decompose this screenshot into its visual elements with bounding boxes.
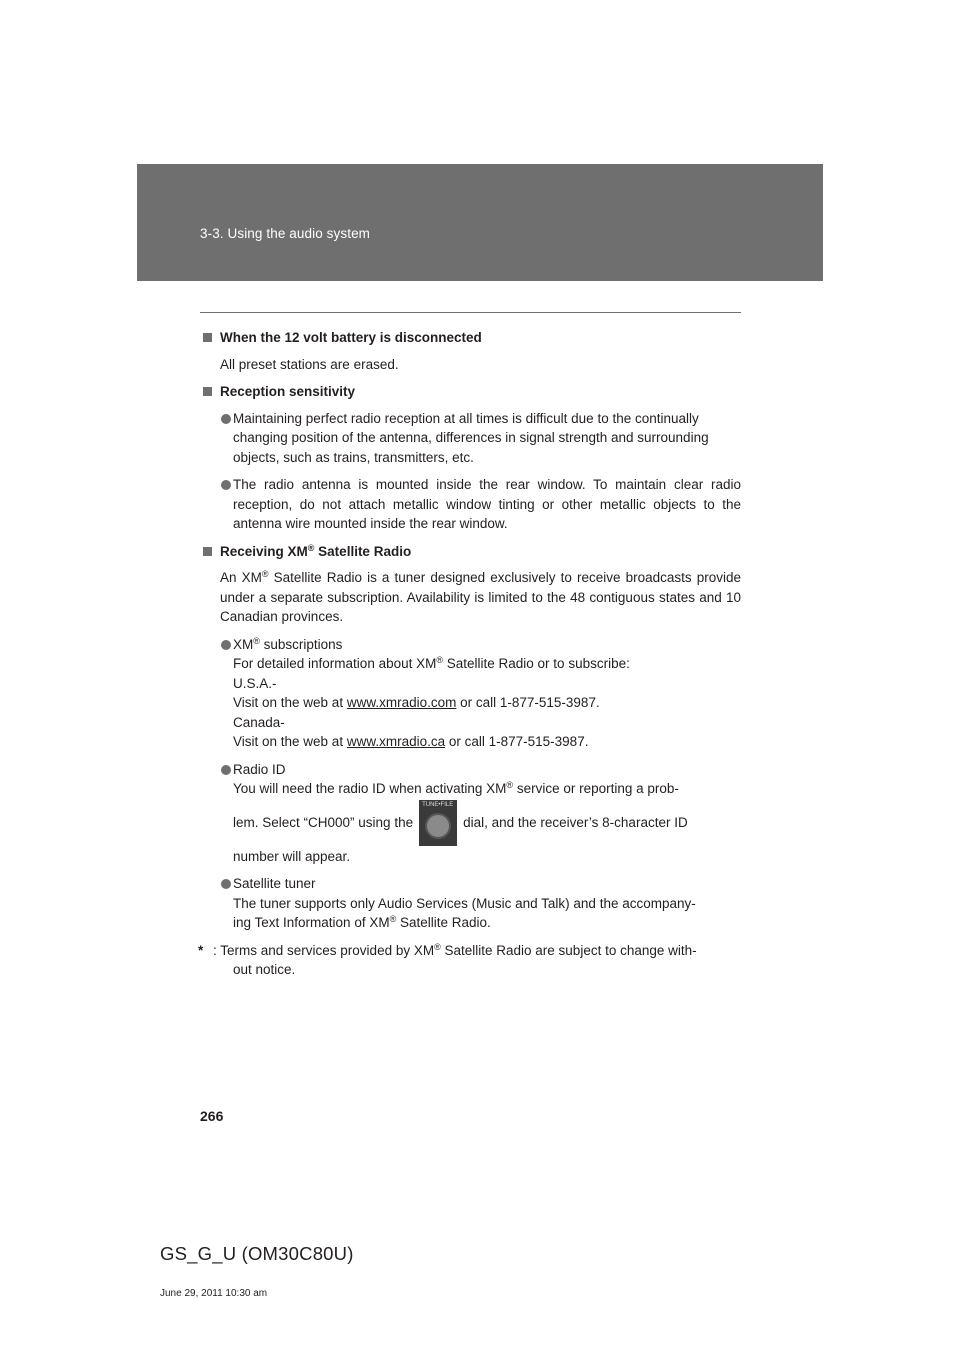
battery-text: All preset stations are erased. [220, 356, 399, 372]
xm-subscriptions: XM® subscriptions For detailed information about XM® Satellite Radio or to subscribe: U.S.A.- Visit on the web at www.xmradio.com or call 1-877-515-3987. Canada- Visit on the web at www.xmradio.ca or call 1-877-515-3987. [200, 635, 741, 752]
reception-bullet-2: The radio antenna is mounted inside the rear window. To maintain clear radio reception, do not attach metallic window tinting or other metallic objects to the antenna wire mounted inside the rear window. [200, 475, 741, 534]
document-date: June 29, 2011 10:30 am [160, 1288, 268, 1299]
document-code: GS_G_U (OM30C80U) [160, 1243, 354, 1264]
page-number: 266 [200, 1108, 224, 1124]
footnote: * : Terms and services provided by XM® Satellite Radio are subject to change with- out notice. [198, 941, 697, 977]
heading-battery: When the 12 volt battery is disconnected [200, 328, 741, 348]
tune-file-dial-icon: TUNE•FILE [419, 800, 457, 846]
heading-xm: Receiving XM® Satellite Radio [200, 542, 741, 562]
xmradio-com-link[interactable]: www.xmradio.com [346, 695, 457, 710]
xm-intro: An XM® Satellite Radio is a tuner designed exclusively to receive broadcasts provide under a separate subscription. Availability is limited to the 48 contiguous states and 10 Canadian provinces. [220, 569, 742, 624]
reception-bullet-1: Maintaining perfect radio reception at all times is difficult due to the continually changing position of the antenna, differences in signal strength and surrounding objects, such as trains, transmitters, etc. [200, 409, 741, 468]
xm-satellite-tuner: Satellite tuner The tuner supports only Audio Services (Music and Talk) and the accompany- ing Text Information of XM® Satellite Radio. [200, 874, 741, 933]
heading-reception: Reception sensitivity [200, 382, 741, 402]
divider-rule [200, 312, 741, 313]
header-band [137, 164, 823, 281]
xm-radio-id: Radio ID You will need the radio ID when activating XM® service or reporting a prob- lem. Select “CH000” using the TUNE•FILE dial, and the receiver’s 8-character ID number will appear. [200, 760, 741, 867]
xmradio-ca-link[interactable]: www.xmradio.ca [346, 734, 446, 749]
page-content [200, 328, 741, 980]
section-title: 3-3. Using the audio system [200, 226, 371, 241]
